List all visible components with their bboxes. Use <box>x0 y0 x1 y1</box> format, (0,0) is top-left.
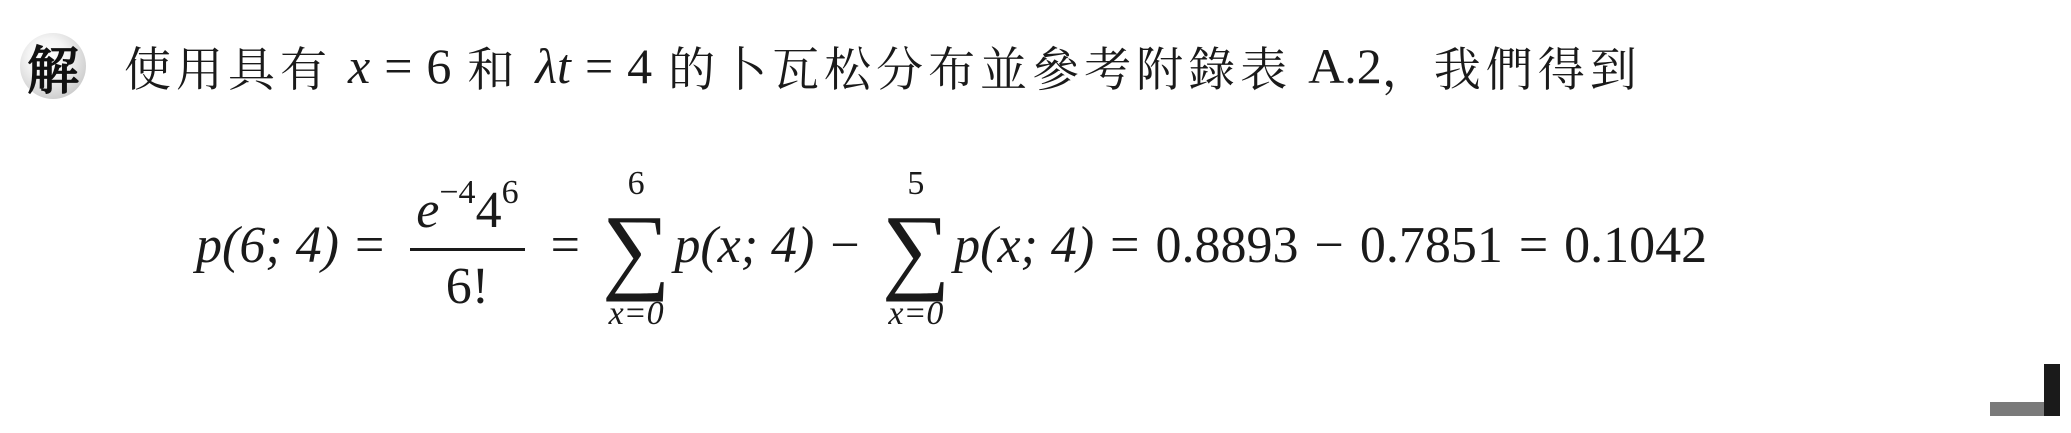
summation-2-term: p(x; 4) <box>954 216 1095 274</box>
equals-sign-1: = <box>354 216 385 274</box>
end-mark-bar <box>2044 364 2060 416</box>
summation-2-upper: 5 <box>907 165 925 202</box>
summation-1-lower: x=0 <box>608 295 664 332</box>
solution-intro: 使用具有 <box>124 42 332 98</box>
cond1-var: x <box>348 38 371 94</box>
summation-2-lower: x=0 <box>888 295 944 332</box>
equation-lhs: p(6; 4) <box>196 216 339 274</box>
summation-1 <box>602 165 670 333</box>
poisson-equation <box>196 150 1707 340</box>
numerator-term: 4 <box>475 182 502 239</box>
equals-sign-4: = <box>1518 216 1549 274</box>
result-value: 0.1042 <box>1564 216 1708 274</box>
numerator-exponent-1: −4 <box>439 174 476 211</box>
solution-badge-icon: 解 <box>20 33 86 99</box>
numerator-exponent-2: 6 <box>501 174 519 211</box>
summation-1-symbol: ∑ <box>601 195 671 302</box>
solution-mid: 的卜瓦松分布並參考附錄表 <box>668 42 1293 98</box>
solution-line <box>20 26 1642 106</box>
cond2-val: 4 <box>627 38 653 94</box>
numerator-base: e <box>416 182 440 239</box>
minus-sign-2: − <box>1314 216 1344 274</box>
solution-conj: 和 <box>467 42 520 98</box>
equals-sign-3: = <box>1110 216 1140 274</box>
value-a: 0.8893 <box>1155 216 1299 274</box>
end-of-proof-icon <box>1990 364 2060 416</box>
cond1-val: 6 <box>426 38 452 94</box>
cond1-eq: = <box>384 38 413 94</box>
poisson-fraction <box>410 174 524 316</box>
minus-sign-1: − <box>830 216 860 274</box>
cond2-var: λt <box>535 38 571 94</box>
fraction-denominator: 6! <box>445 258 490 315</box>
table-reference: A.2 <box>1308 38 1382 94</box>
summation-1-upper: 6 <box>627 165 645 202</box>
solution-outro: ，我們得到 <box>1381 42 1642 98</box>
fraction-numerator <box>410 174 524 248</box>
equals-sign-2: = <box>550 216 580 274</box>
summation-1-term: p(x; 4) <box>674 216 815 274</box>
summation-2-symbol: ∑ <box>881 195 951 302</box>
cond2-eq: = <box>584 38 614 94</box>
value-b: 0.7851 <box>1359 216 1503 274</box>
summation-2 <box>882 165 950 333</box>
